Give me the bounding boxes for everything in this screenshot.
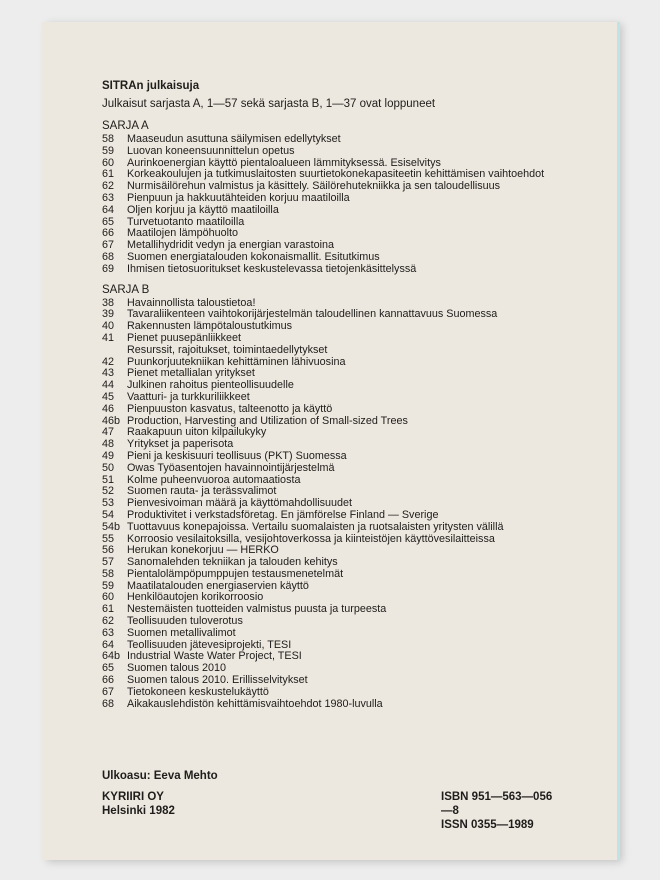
item-number: 68 xyxy=(102,250,115,263)
list-item xyxy=(102,687,622,699)
item-number: 55 xyxy=(102,532,115,545)
item-number: 61 xyxy=(102,603,115,616)
item-title: Pienvesivoiman määrä ja käyttömahdollisuudet xyxy=(127,497,353,510)
item-number: 64 xyxy=(102,203,115,216)
publisher: KYRIIRI OY xyxy=(102,791,164,803)
item-number: 60 xyxy=(102,591,115,604)
item-title: Korroosio vesilaitoksilla, vesijohtoverkossa ja kiinteistöjen käyttövesilaitteissa xyxy=(127,532,495,545)
list-item xyxy=(102,569,622,581)
item-number: 40 xyxy=(102,320,115,333)
item-title: Henkilöautojen korikorroosio xyxy=(127,591,264,604)
item-title: Puunkorjuutekniikan kehittäminen lähivuosina xyxy=(127,355,346,368)
item-title: Suomen talous 2010 xyxy=(127,662,227,675)
list-item xyxy=(102,205,622,217)
item-number: 39 xyxy=(102,308,115,321)
list-item xyxy=(102,463,622,475)
item-title: Metallihydridit vedyn ja energian varastoina xyxy=(127,239,335,252)
back-cover xyxy=(42,22,617,860)
item-subtitle: Resurssit, rajoitukset, toimintaedellytykset xyxy=(127,343,328,356)
item-number: 54b xyxy=(102,520,121,533)
list-item xyxy=(102,333,622,345)
item-number: 63 xyxy=(102,191,115,204)
item-title: Suomen talous 2010. Erillisselvitykset xyxy=(127,674,308,687)
item-title: Pieni ja keskisuuri teollisuus (PKT) Suomessa xyxy=(127,449,347,462)
item-title: Pienpuuston kasvatus, talteenotto ja käyttö xyxy=(127,402,333,415)
item-title: Maaseudun asuttuna säilymisen edellytykset xyxy=(127,133,341,145)
subheading: Julkaisut sarjasta A, 1—57 sekä sarjasta B, 1—37 ovat loppuneet xyxy=(102,98,436,110)
item-title: Ihmisen tietosuoritukset keskustelevassa tietojenkäsittelyssä xyxy=(127,262,417,275)
sarja-b-label: SARJA B xyxy=(102,283,150,296)
item-number: 67 xyxy=(102,685,115,698)
item-title: Owas Työasentojen havainnointijärjestelmä xyxy=(127,461,335,474)
item-number: 62 xyxy=(102,615,115,628)
item-number: 64b xyxy=(102,650,121,663)
item-number: 38 xyxy=(102,296,115,309)
item-title: Oljen korjuu ja käyttö maatiloilla xyxy=(127,203,279,216)
publication-list xyxy=(102,80,622,718)
item-title: Julkinen rahoitus pienteollisuudelle xyxy=(127,379,294,392)
list-item xyxy=(102,628,622,640)
item-title: Suomen rauta- ja terässvalimot xyxy=(127,485,277,498)
item-title: Production, Harvesting and Utilization of Small-sized Trees xyxy=(127,414,408,427)
colophon xyxy=(102,770,562,831)
identifier-block xyxy=(441,790,562,832)
item-number: 66 xyxy=(102,227,115,240)
item-number: 63 xyxy=(102,626,115,639)
item-title: Aikakauslehdistön kehittämisvaihtoehdot 1980-luvulla xyxy=(127,697,383,710)
item-number: 49 xyxy=(102,449,115,462)
item-number: 65 xyxy=(102,662,115,675)
item-title: Tuottavuus konepajoissa. Vertailu suomalaisten ja ruotsalaisten yritysten välillä xyxy=(127,520,504,533)
item-number: 67 xyxy=(102,239,115,252)
publisher-block xyxy=(102,790,175,818)
item-title: Suomen energiatalouden kokonaismallit. Esitutkimus xyxy=(127,250,380,263)
item-title: Korkeakoulujen ja tutkimuslaitosten suurtietokonekapasiteetin kehittämisen vaihtoehdot xyxy=(127,168,545,181)
item-title: Herukan konekorjuu — HERKO xyxy=(127,544,279,557)
item-title: Pienet puusepänliikkeet xyxy=(127,331,242,344)
list-item xyxy=(102,522,622,534)
item-number: 66 xyxy=(102,674,115,687)
list-item xyxy=(102,699,622,711)
item-number: 65 xyxy=(102,215,115,228)
item-number: 46 xyxy=(102,402,115,415)
item-number: 46b xyxy=(102,414,121,427)
item-number: 59 xyxy=(102,579,115,592)
item-title: Raakapuun uiton kilpailukyky xyxy=(127,426,267,439)
list-item xyxy=(102,264,622,276)
item-number: 57 xyxy=(102,556,115,569)
item-title: Produktivitet i verkstadsföretag. En jämförelse Finland — Sverige xyxy=(127,508,439,521)
list-item xyxy=(102,510,622,522)
item-title: Luovan koneensuunnittelun opetus xyxy=(127,144,295,157)
place-year: Helsinki 1982 xyxy=(102,805,175,817)
item-title: Pienpuun ja hakkuutähteiden korjuu maatiloilla xyxy=(127,191,350,204)
item-number: 41 xyxy=(102,331,115,344)
isbn: ISBN 951—563—056—8 xyxy=(441,791,553,817)
item-number: 51 xyxy=(102,473,115,486)
item-number: 69 xyxy=(102,262,115,275)
item-number: 64 xyxy=(102,638,115,651)
item-title: Yritykset ja paperisota xyxy=(127,438,234,451)
item-title: Maatilatalouden energiaservien käyttö xyxy=(127,579,309,592)
item-title: Pientalolämpöpumppujen testausmenetelmät xyxy=(127,567,344,580)
item-number: 50 xyxy=(102,461,115,474)
item-number: 43 xyxy=(102,367,115,380)
item-title: Kolme puheenvuoroa automaatiosta xyxy=(127,473,301,486)
item-title: Tietokoneen keskustelukäyttö xyxy=(127,685,269,698)
item-number: 48 xyxy=(102,438,115,451)
cover-credit: Ulkoasu: Eeva Mehto xyxy=(102,770,218,782)
item-number: 52 xyxy=(102,485,115,498)
item-number: 44 xyxy=(102,379,115,392)
item-title: Industrial Waste Water Project, TESI xyxy=(127,650,302,663)
item-number: 56 xyxy=(102,544,115,557)
issn: ISSN 0355—1989 xyxy=(441,819,534,831)
item-title: Tavaraliikenteen vaihtokorijärjestelmän taloudellinen kannattavuus Suomessa xyxy=(127,308,498,321)
item-number: 58 xyxy=(102,567,115,580)
item-title: Maatilojen lämpöhuolto xyxy=(127,227,239,240)
item-number: 62 xyxy=(102,180,115,193)
item-title: Suomen metallivalimot xyxy=(127,626,236,639)
list-item xyxy=(102,392,622,404)
item-number: 60 xyxy=(102,156,115,169)
item-number: 47 xyxy=(102,426,115,439)
sarja-b-list xyxy=(102,298,622,711)
item-number: 61 xyxy=(102,168,115,181)
item-title: Vaatturi- ja turkkuriliikkeet xyxy=(127,390,250,403)
item-number: 42 xyxy=(102,355,115,368)
item-title: Havainnollista taloustietoa! xyxy=(127,296,256,309)
item-number: 68 xyxy=(102,697,115,710)
sarja-a-list xyxy=(102,134,622,276)
sarja-a-label: SARJA A xyxy=(102,120,149,132)
list-item xyxy=(102,252,622,264)
item-title: Pienet metallialan yritykset xyxy=(127,367,255,380)
item-number: 58 xyxy=(102,133,115,145)
item-title: Aurinkoenergian käyttö pientaloalueen lämmityksessä. Esiselvitys xyxy=(127,156,441,169)
list-item xyxy=(102,404,622,416)
list-item xyxy=(102,451,622,463)
item-title: Teollisuuden tuloverotus xyxy=(127,615,243,628)
item-title: Nurmisäilörehun valmistus ja käsittely. Säilörehutekniikka ja sen taloudellisuus xyxy=(127,180,501,193)
heading: SITRAn julkaisuja xyxy=(102,80,200,92)
list-item xyxy=(102,193,622,205)
item-title: Sanomalehden tekniikan ja talouden kehitys xyxy=(127,556,338,569)
item-title: Turvetuotanto maatiloilla xyxy=(127,215,245,228)
item-number: 54 xyxy=(102,508,115,521)
item-number: 45 xyxy=(102,390,115,403)
item-title: Rakennusten lämpötaloustutkimus xyxy=(127,320,293,333)
item-title: Nestemäisten tuotteiden valmistus puusta ja turpeesta xyxy=(127,603,387,616)
list-item xyxy=(102,146,622,158)
item-title: Teollisuuden jätevesiprojekti, TESI xyxy=(127,638,292,651)
item-number: 53 xyxy=(102,497,115,510)
item-number: 59 xyxy=(102,144,115,157)
